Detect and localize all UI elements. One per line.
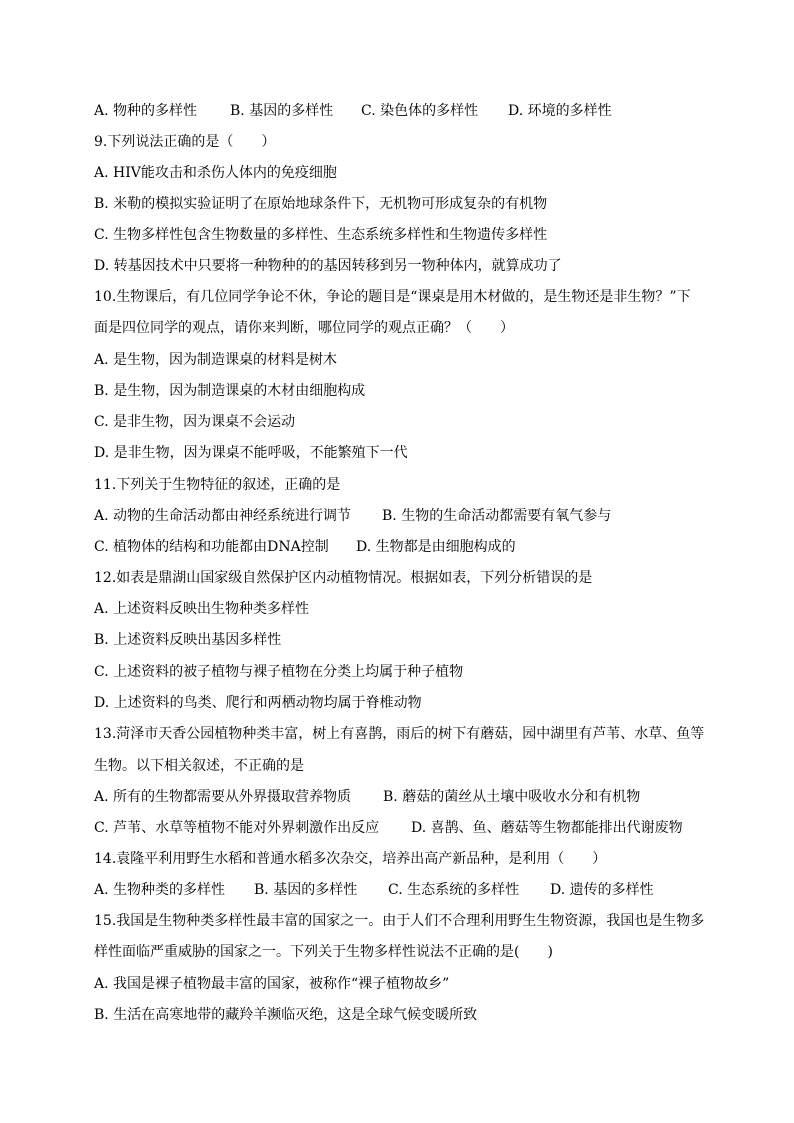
option-item: B. 基因的多样性: [254, 882, 358, 898]
line-text: A. 是生物，因为制造课桌的材料是树木: [94, 352, 338, 368]
line-text: 9.下列说法正确的是（ ）: [94, 134, 276, 150]
line-text: D. 是非生物，因为课桌不能呼吸，不能繁殖下一代: [94, 445, 408, 461]
line-text: A. 我国是裸子植物最丰富的国家，被称作“裸子植物故乡”: [94, 976, 450, 992]
line-text: 12.如表是鼎湖山国家级自然保护区内动植物情况。根据如表，下列分析错误的是: [94, 570, 593, 586]
line-text: D. 上述资料的鸟类、爬行和两栖动物均属于脊椎动物: [94, 695, 422, 711]
option-item: C. 芦苇、水草等植物不能对外界刺激作出反应: [94, 820, 380, 836]
line-text: 面是四位同学的观点，请你来判断，哪位同学的观点正确？（ ）: [94, 320, 514, 336]
line-text: 13.菏泽市天香公园植物种类丰富，树上有喜鹊，雨后的树下有蘑菇，园中湖里有芦苇、水草、鱼等: [94, 726, 705, 742]
option-item: C. 植物体的结构和功能都由DNA控制: [94, 539, 329, 555]
option-item: B. 蘑菇的菌丝从土壤中吸收水分和有机物: [383, 789, 641, 805]
line-text: B. 米勒的模拟实验证明了在原始地球条件下，无机物可形成复杂的有机物: [94, 196, 548, 212]
line-text: 14.袁隆平利用野生水稻和普通水稻多次杂交，培养出高产新品种，是利用（ ）: [94, 851, 607, 867]
line-text: B. 生活在高寒地带的藏羚羊濒临灭绝，这是全球气候变暖所致: [94, 1007, 478, 1023]
line-text: D. 转基因技术中只要将一种物种的的基因转移到另一物种体内，就算成功了: [94, 258, 562, 274]
option-item: D. 遗传的多样性: [550, 882, 654, 898]
line-text: C. 是非生物，因为课桌不会运动: [94, 414, 296, 430]
line-text: B. 上述资料反映出基因多样性: [94, 632, 282, 648]
line-text: C. 上述资料的被子植物与裸子植物在分类上均属于种子植物: [94, 664, 464, 680]
line-text: B. 是生物，因为制造课桌的木材由细胞构成: [94, 383, 366, 399]
line-text: C. 生物多样性包含生物数量的多样性、生态系统多样性和生物遗传多样性: [94, 227, 548, 243]
option-item: C. 染色体的多样性: [361, 103, 479, 119]
option-item: C. 生态系统的多样性: [388, 882, 520, 898]
line-text: 15.我国是生物种类多样性最丰富的国家之一。由于人们不合理利用野生生物资源，我国也是生物多: [94, 913, 705, 929]
line-text: 生物。以下相关叙述，不正确的是: [94, 758, 304, 774]
option-item: B. 生物的生命活动都需要有氧气参与: [382, 508, 612, 524]
option-item: A. 物种的多样性: [94, 103, 198, 119]
line-text: 样性面临严重威胁的国家之一。下列关于生物多样性说法不正确的是( ): [94, 944, 553, 960]
option-item: A. 动物的生命活动都由神经系统进行调节: [94, 508, 352, 524]
line-text: A. 上述资料反映出生物种类多样性: [94, 601, 310, 617]
option-item: D. 喜鹊、鱼、蘑菇等生物都能排出代谢废物: [411, 820, 683, 836]
option-item: D. 生物都是由细胞构成的: [356, 539, 516, 555]
option-item: B. 基因的多样性: [230, 103, 334, 119]
option-item: A. 生物种类的多样性: [94, 882, 226, 898]
option-item: A. 所有的生物都需要从外界摄取营养物质: [94, 789, 352, 805]
line-text: A. HIV能攻击和杀伤人体内的免疫细胞: [94, 165, 337, 181]
option-item: D. 环境的多样性: [508, 103, 612, 119]
line-text: 11.下列关于生物特征的叙述，正确的是: [94, 477, 341, 493]
line-text: 10.生物课后，有几位同学争论不休，争论的题目是“课桌是用木材做的，是生物还是非生物？”下: [94, 289, 691, 305]
